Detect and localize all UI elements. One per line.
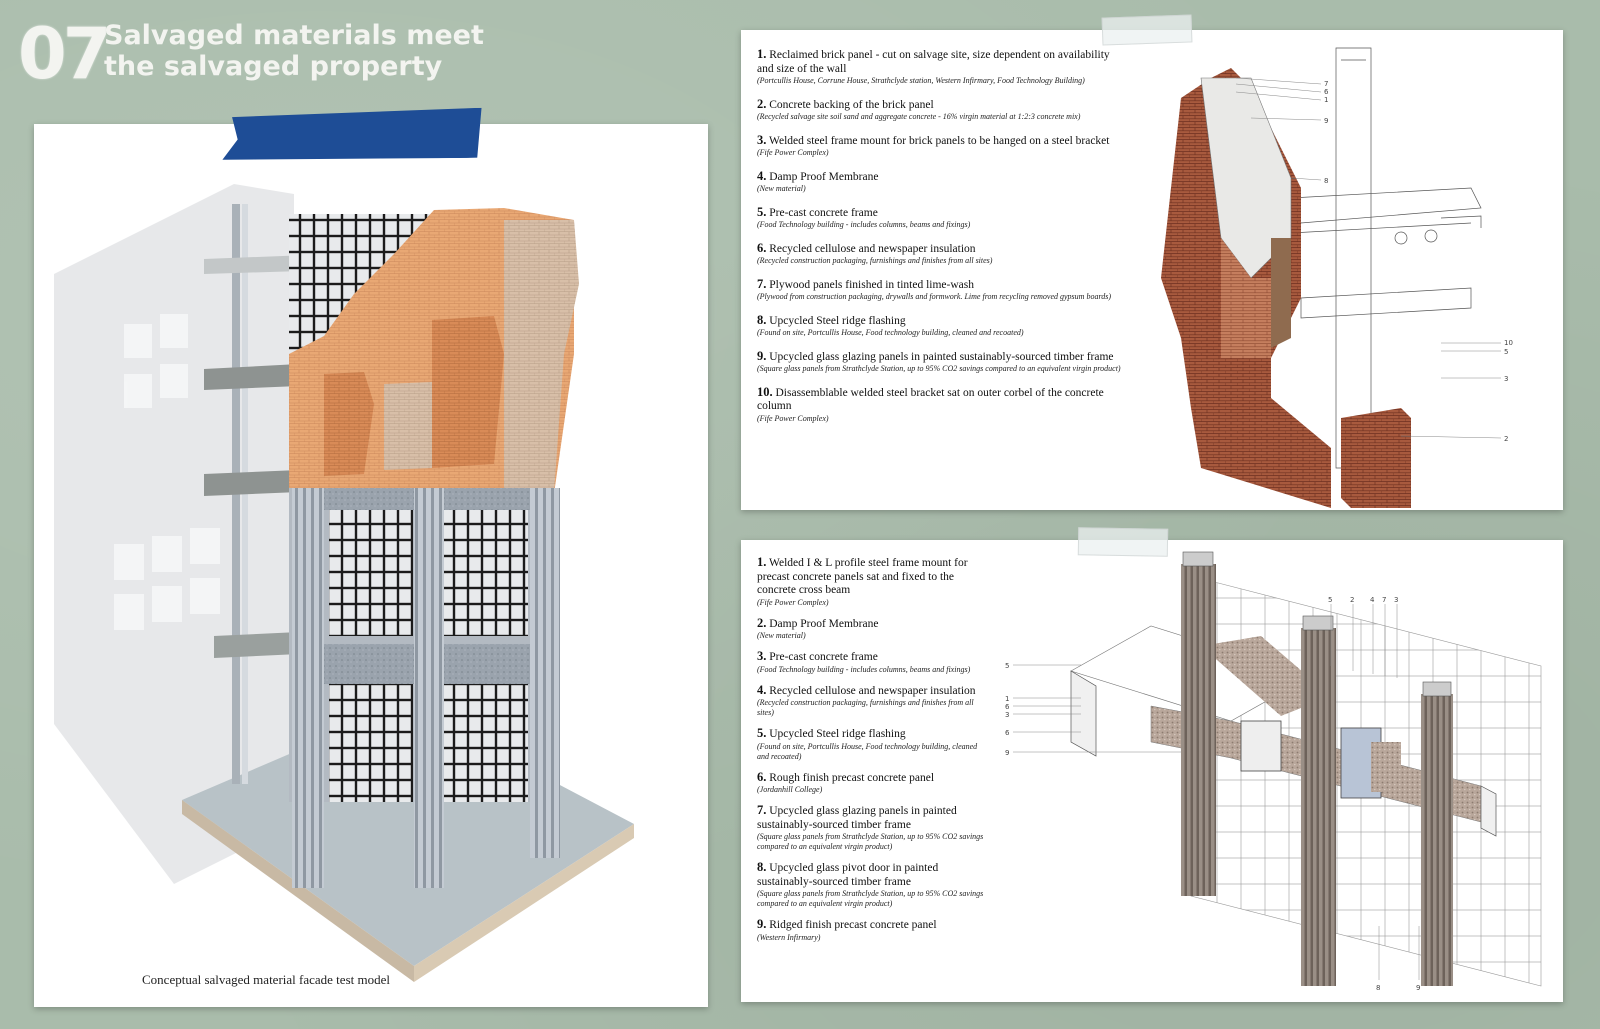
facade-model-illustration: [34, 124, 708, 1007]
callout-label: 8: [1324, 177, 1329, 185]
legend-item: 10. Disassemblable welded steel bracket sat on outer corbel of the concrete column (Fife Power Complex): [757, 384, 1104, 423]
callout-label: 5: [1504, 348, 1509, 356]
legend-item: 6. Rough finish precast concrete panel (Jordanhill College): [757, 769, 935, 794]
callout-label: 7: [1382, 596, 1387, 604]
concrete-panel-axonometric: [1001, 546, 1561, 1000]
callout-label: 2: [1350, 596, 1355, 604]
legend-item: 3. Pre-cast concrete frame (Food Technology building - includes columns, beams and fixings): [757, 649, 971, 674]
brick-panel-axonometric: [1141, 38, 1561, 508]
callout-label: 3: [1005, 711, 1010, 719]
legend-item: 2. Damp Proof Membrane (New material): [757, 615, 879, 640]
callout-label: 2: [1504, 435, 1509, 443]
concrete-panel-legend: [757, 556, 991, 952]
callout-label: 7: [1324, 80, 1329, 88]
legend-item: 4. Damp Proof Membrane (New material): [757, 168, 879, 193]
callout-label: 9: [1416, 984, 1421, 992]
legend-item: 6. Recycled cellulose and newspaper insulation (Recycled construction packaging, furnishings and finishes from all sites): [757, 240, 993, 265]
clear-tape: [1078, 527, 1168, 557]
callout-label: 3: [1394, 596, 1399, 604]
model-caption: Conceptual salvaged material facade test model: [142, 972, 390, 987]
callout-label: 1: [1005, 695, 1010, 703]
legend-item: 5. Upcycled Steel ridge flashing (Found on site, Portcullis House, Food technology building, cleaned and recoated): [757, 726, 978, 761]
legend-item: 5. Pre-cast concrete frame (Food Technology building - includes columns, beams and fixings): [757, 204, 971, 229]
callout-label: 9: [1005, 749, 1010, 757]
section-number: 07: [18, 13, 108, 95]
legend-item: 1. Reclaimed brick panel - cut on salvage site, size dependent on availability and size of the wall (Portcullis House, Corrune House, Strathclyde station, Western Infirmary, Food Technology Building): [757, 47, 1110, 85]
concrete-panel-detail-sheet: [741, 540, 1563, 1002]
callout-label: 3: [1504, 375, 1509, 383]
callout-label: 5: [1328, 596, 1333, 604]
callout-label: 6: [1005, 703, 1010, 711]
legend-item: 7. Plywood panels finished in tinted lime-wash (Plywood from construction packaging, drywalls and formwork. Lime from recycling removed gypsum boards): [757, 276, 1112, 301]
brick-panel-detail-sheet: [741, 30, 1563, 510]
legend-item: 8. Upcycled Steel ridge flashing (Found on site, Portcullis House, Food technology building, cleaned and recoated): [757, 312, 1024, 337]
legend-item: 8. Upcycled glass pivot door in painted sustainably-sourced timber frame (Square glass panels from Strathclyde Station, up to 95% CO2 savings compared to an equivalent virgin product): [757, 860, 984, 908]
page-title: Salvaged materials meet the salvaged property: [104, 20, 484, 82]
legend-item: 7. Upcycled glass glazing panels in painted sustainably-sourced timber frame (Square glass panels from Strathclyde Station, up to 95% CO2 savings compared to an equivalent virgin product): [757, 803, 984, 851]
legend-item: 9. Ridged finish precast concrete panel (Western Infirmary): [757, 917, 937, 942]
brick-panel-legend: [757, 48, 1121, 435]
legend-item: 2. Concrete backing of the brick panel (Recycled salvage site soil sand and aggregate concrete - 16% virgin material at 1:2:3 concrete mix): [757, 96, 1081, 121]
callout-label: 10: [1504, 339, 1513, 347]
callout-label: 6: [1005, 729, 1010, 737]
legend-item: 3. Welded steel frame mount for brick panels to be hanged on a steel bracket (Fife Power Complex): [757, 132, 1110, 157]
callout-label: 4: [1370, 596, 1375, 604]
callout-label: 6: [1324, 88, 1329, 96]
callout-label: 1: [1324, 96, 1329, 104]
callout-label: 9: [1324, 117, 1329, 125]
clear-tape: [1102, 14, 1193, 45]
callout-label: 5: [1005, 662, 1010, 670]
legend-item: 9. Upcycled glass glazing panels in painted sustainably-sourced timber frame (Square glass panels from Strathclyde Station, up to 95% CO2 savings compared to an equivalent virgin product): [757, 348, 1121, 373]
legend-item: 1. Welded I & L profile steel frame mount for precast concrete panels sat and fixed to the concrete cross beam (Fife Power Complex): [757, 555, 968, 607]
model-sheet: [34, 124, 708, 1007]
legend-item: 4. Recycled cellulose and newspaper insulation (Recycled construction packaging, furnishings and finishes from all sites): [757, 682, 976, 717]
callout-label: 8: [1376, 984, 1381, 992]
